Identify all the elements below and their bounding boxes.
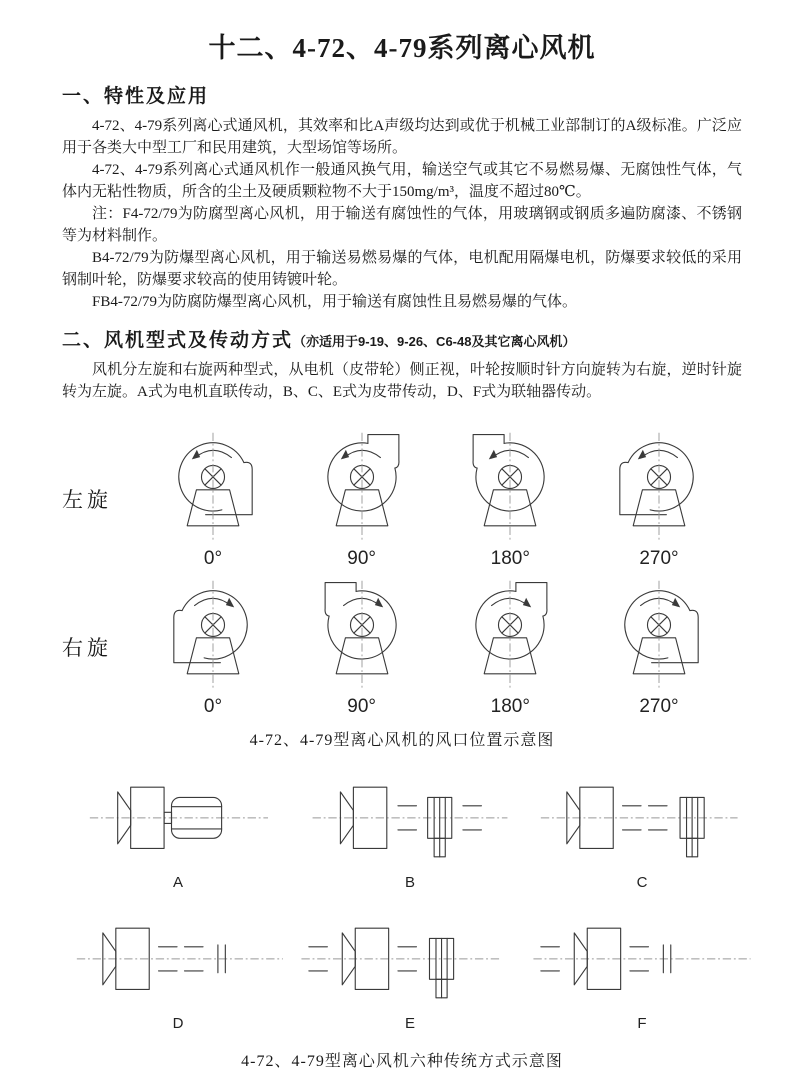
transmission-cell-f <box>526 901 758 1042</box>
section1-paragraphs <box>62 115 742 313</box>
fan-outlet-position-figure <box>62 425 742 721</box>
rotation-row-right <box>62 573 742 721</box>
fan-cell-270deg <box>586 429 732 570</box>
rotation-cells <box>140 577 742 718</box>
angle-label: 270° <box>639 695 679 717</box>
transmission-label: E <box>404 1015 415 1032</box>
angle-label: 180° <box>490 547 530 569</box>
transmission-diagram-c <box>526 760 758 872</box>
transmission-label: A <box>172 874 183 891</box>
section2-heading-row <box>62 325 742 352</box>
fan-scroll-diagram <box>147 429 279 547</box>
transmission-modes-figure <box>62 760 742 1042</box>
fan-scroll-diagram <box>444 577 576 695</box>
fan-cell-270deg <box>586 577 732 718</box>
transmission-cell-d <box>62 901 294 1042</box>
transmission-label: D <box>172 1015 184 1032</box>
transmission-diagram-e <box>294 901 526 1013</box>
section1-paragraph-2: 4-72、4-79系列离心式通风机作一般通风换气用，输送空气或其它不易燃易爆、无腐蚀性气体，气体内无粘性物质，所含的尘土及硬质颗粒物不大于150mg/m³，温度不超过80℃。 <box>62 162 742 200</box>
fan-scroll-diagram <box>147 577 279 695</box>
fan-cell-90deg <box>289 577 435 718</box>
transmission-diagram-a <box>62 760 294 872</box>
angle-label: 180° <box>490 695 530 717</box>
rotation-row-label: 左旋 <box>62 488 112 512</box>
transmission-label: B <box>404 874 415 891</box>
section1-paragraph-3: 注：F4-72/79为防腐型离心风机，用于输送有腐蚀性的气体，用玻璃钢或钢质多遍防腐漆、不锈钢等为材料制作。 <box>62 206 742 244</box>
page-title: 十二、4-72、4-79系列离心风机 <box>208 33 596 63</box>
fan-scroll-diagram <box>593 429 725 547</box>
section1-paragraph-1: 4-72、4-79系列离心式通风机，其效率和比A声级均达到或优于机械工业部制订的A级标准。广泛应用于各类大中型工厂和民用建筑，大型场馆等场所。 <box>62 118 742 156</box>
section2-heading-note: （亦适用于9-19、9-26、C6-48及其它离心风机） <box>293 334 576 349</box>
angle-label: 0° <box>203 695 223 717</box>
fan-cell-0deg <box>140 429 286 570</box>
transmission-row-2 <box>62 901 742 1042</box>
transmission-label: F <box>637 1015 647 1032</box>
transmission-cell-e <box>294 901 526 1042</box>
angle-label: 90° <box>347 547 377 569</box>
fan-cell-180deg <box>437 429 583 570</box>
section1-paragraph-5: FB4-72/79为防腐防爆型离心风机，用于输送有腐蚀性且易燃易爆的气体。 <box>92 294 578 310</box>
transmission-cell-c <box>526 760 758 901</box>
section2-paragraph: 风机分左旋和右旋两种型式，从电机（皮带轮）侧正视，叶轮按顺时针方向旋转为右旋，逆时针旋转为左旋。A式为电机直联传动，B、C、E式为皮带传动，D、F式为联轴器传动。 <box>62 362 742 400</box>
transmission-figure-caption: 4-72、4-79型离心风机六种传统方式示意图 <box>241 1053 563 1070</box>
transmission-diagram-f <box>526 901 758 1013</box>
fan-scroll-diagram <box>444 429 576 547</box>
transmission-label: C <box>636 874 648 891</box>
section2-heading: 二、风机型式及传动方式 <box>62 330 294 351</box>
transmission-cell-a <box>62 760 294 901</box>
fan-scroll-diagram <box>296 577 428 695</box>
fan-scroll-diagram <box>296 429 428 547</box>
section1-heading: 一、特性及应用 <box>62 86 210 107</box>
fan-cell-0deg <box>140 577 286 718</box>
angle-label: 0° <box>203 547 223 569</box>
transmission-diagram-b <box>294 760 526 872</box>
fan-cell-180deg <box>437 577 583 718</box>
angle-label: 270° <box>639 547 679 569</box>
fan-scroll-diagram <box>593 577 725 695</box>
transmission-diagram-d <box>62 901 294 1013</box>
rotation-cells <box>140 429 742 570</box>
section1-paragraph-4: B4-72/79为防爆型离心风机，用于输送易燃易爆的气体，电机配用隔爆电机，防爆要求较低的采用钢制叶轮，防爆要求较高的使用铸镀叶轮。 <box>62 250 742 288</box>
rotation-figure-caption: 4-72、4-79型离心风机的风口位置示意图 <box>249 732 555 749</box>
fan-cell-90deg <box>289 429 435 570</box>
rotation-row-left <box>62 425 742 573</box>
transmission-row-1 <box>62 760 742 901</box>
rotation-row-label: 右旋 <box>62 636 112 660</box>
angle-label: 90° <box>347 695 377 717</box>
transmission-cell-b <box>294 760 526 901</box>
